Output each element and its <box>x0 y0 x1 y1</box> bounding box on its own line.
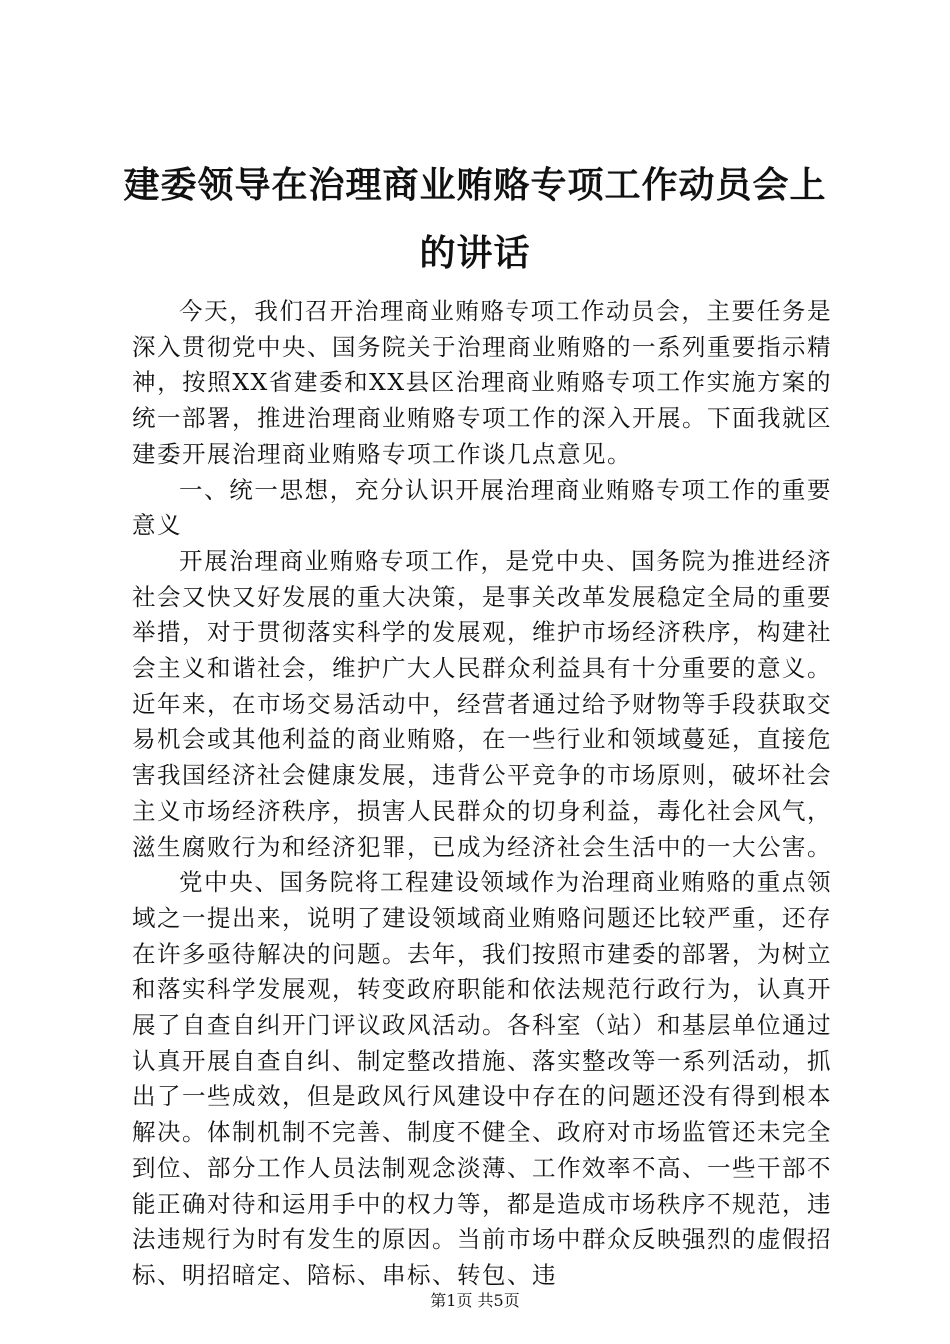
paragraph-construction-field: 党中央、国务院将工程建设领域作为治理商业贿赂的重点领域之一提出来，说明了建设领域商业贿赂问题还比较严重，还存在许多亟待解决的问题。去年，我们按照市建委的部署，为树立和落实科学发展观，转变政府职能和依法规范行政行为，认真开展了自查自纠开门评议政风活动。各科室（站）和基层单位通过认真开展自查自纠、制定整改措施、落实整改等一系列活动，抓出了一些成效，但是政风行风建设中存在的问题还没有得到根本解决。体制机制不完善、制度不健全、政府对市场监管还未完全到位、部分工作人员法制观念淡薄、工作效率不高、一些干部不能正确对待和运用手中的权力等，都是造成市场秩序不规范，违法违规行为时有发生的原因。当前市场中群众反映强烈的虚假招标、明招暗定、陪标、串标、转包、违 <box>132 868 832 1289</box>
page-footer: 第1页 共5页 <box>430 1291 520 1310</box>
document-title: 建委领导在治理商业贿赂专项工作动员会上的讲话 <box>123 165 827 274</box>
paragraph-significance: 开展治理商业贿赂专项工作，是党中央、国务院为推进经济社会又快又好发展的重大决策，是事关改革发展稳定全局的重要举措，对于贯彻落实科学的发展观，维护市场经济秩序，构建社会主义和谐社会，维护广大人民群众利益具有十分重要的意义。近年来，在市场交易活动中，经营者通过给予财物等手段获取交易机会或其他利益的商业贿赂，在一些行业和领域蔓延，直接危害我国经济社会健康发展，违背公平竞争的市场原则，破坏社会主义市场经济秩序，损害人民群众的切身利益，毒化社会风气，滋生腐败行为和经济犯罪，已成为经济社会生活中的一大公害。 <box>132 546 832 861</box>
document-body <box>132 294 832 1294</box>
paragraph-intro: 今天，我们召开治理商业贿赂专项工作动员会，主要任务是深入贯彻党中央、国务院关于治理商业贿赂的一系列重要指示精神，按照XX省建委和XX县区治理商业贿赂专项工作实施方案的统一部署，推进治理商业贿赂专项工作的深入开展。下面我就区建委开展治理商业贿赂专项工作谈几点意见。 <box>132 297 832 468</box>
paragraph-section-heading: 一、统一思想，充分认识开展治理商业贿赂专项工作的重要意义 <box>132 475 832 540</box>
